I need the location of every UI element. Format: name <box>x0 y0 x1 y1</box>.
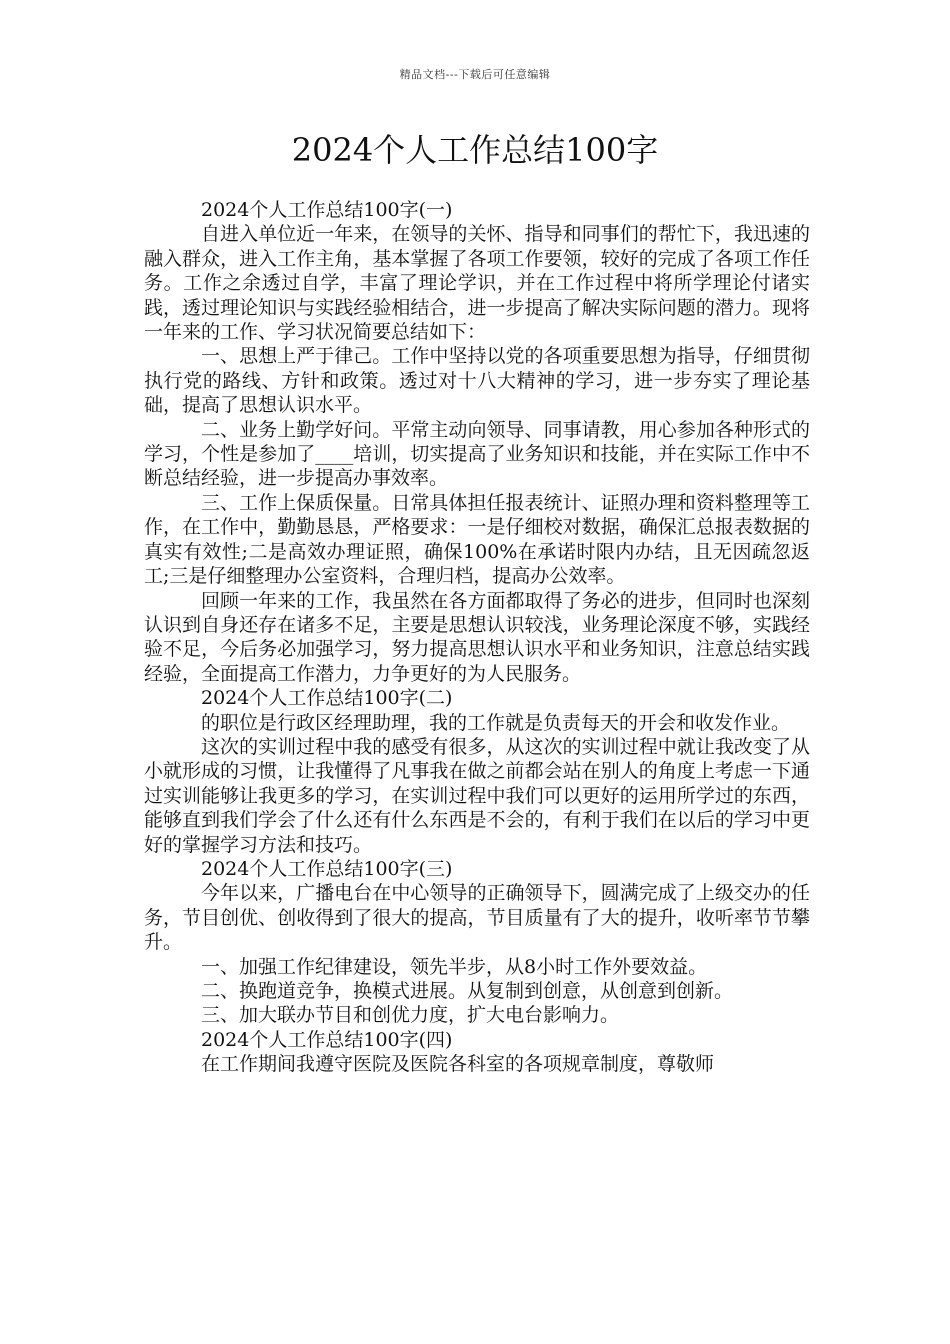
paragraph: 今年以来，广播电台在中心领导的正确领导下，圆满完成了上级交办的任务，节目创优、创收得到了很大的提高，节目质量有了大的提升，收听率节节攀升。 <box>144 882 810 954</box>
document-title: 2024个人工作总结100字 <box>291 131 659 169</box>
header-note: 精品文档---下载后可任意编辑 <box>399 68 551 81</box>
paragraph: 二、换跑道竞争，换模式进展。从复制到创意，从创意到创新。 <box>201 980 734 1002</box>
paragraph: 自进入单位近一年来，在领导的关怀、指导和同事们的帮忙下，我迅速的融入群众，进入工作主角，基本掌握了各项工作要领，较好的完成了各项工作任务。工作之余透过自学，丰富了理论学识，并在工作过程中将所学理论付诸实践，透过理论知识与实践经验相结合，进一步提高了解决实际问题的潜力。现将一年来的工作、学习状况简要总结如下： <box>144 223 810 344</box>
section-heading-1: 2024个人工作总结100字(一) <box>201 199 453 221</box>
document-body <box>144 198 810 1077</box>
paragraph: 的职位是行政区经理助理，我的工作就是负责每天的开会和收发作业。 <box>201 711 791 734</box>
paragraph: 这次的实训过程中我的感受有很多，从这次的实训过程中就让我改变了从小就形成的习惯，让我懂得了凡事我在做之前都会站在别人的角度上考虑一下通过实训能够让我更多的学习，在实训过程中我们可以更好的运用所学过的东西，能够直到我们学会了什么还有什么东西是不会的，有利于我们在以后的学习中更好的掌握学习方法和技巧。 <box>144 735 810 856</box>
paragraph: 三、工作上保质保量。日常具体担任报表统计、证照办理和资料整理等工作，在工作中，勤勤恳恳，严格要求：一是仔细校对数据，确保汇总报表数据的真实有效性;二是高效办理证照，确保100%在承诺时限内办结，且无因疏忽返工;三是仔细整理办公室资料，合理归档，提高办公效率。 <box>144 491 810 588</box>
section-heading-2: 2024个人工作总结100字(二) <box>201 687 453 710</box>
paragraph: 一、加强工作纪律建设，领先半步，从8小时工作外要效益。 <box>201 955 708 978</box>
paragraph: 在工作期间我遵守医院及医院各科室的各项规章制度，尊敬师 <box>201 1053 715 1076</box>
section-heading-3: 2024个人工作总结100字(三) <box>201 857 453 880</box>
paragraph: 三、加大联办节目和创优力度，扩大电台影响力。 <box>201 1004 620 1027</box>
paragraph: 回顾一年来的工作，我虽然在各方面都取得了务必的进步，但同时也深刻认识到自身还存在诸多不足，主要是思想认识较浅，业务理论深度不够，实践经验不足，今后务必加强学习，努力提高思想认识水平和业务知识，注意总结实践经验，全面提高工作潜力，力争更好的为人民服务。 <box>144 589 810 685</box>
paragraph: 二、业务上勤学好问。平常主动向领导、同事请教，用心参加各种形式的学习，个性是参加了____培训，切实提高了业务知识和技能，并在实际工作中不断总结经验，进一步提高办事效率。 <box>144 418 810 490</box>
paragraph: 一、思想上严于律己。工作中坚持以党的各项重要思想为指导，仔细贯彻执行党的路线、方针和政策。透过对十八大精神的学习，进一步夯实了理论基础，提高了思想认识水平。 <box>144 345 810 417</box>
section-heading-4: 2024个人工作总结100字(四) <box>201 1028 453 1051</box>
